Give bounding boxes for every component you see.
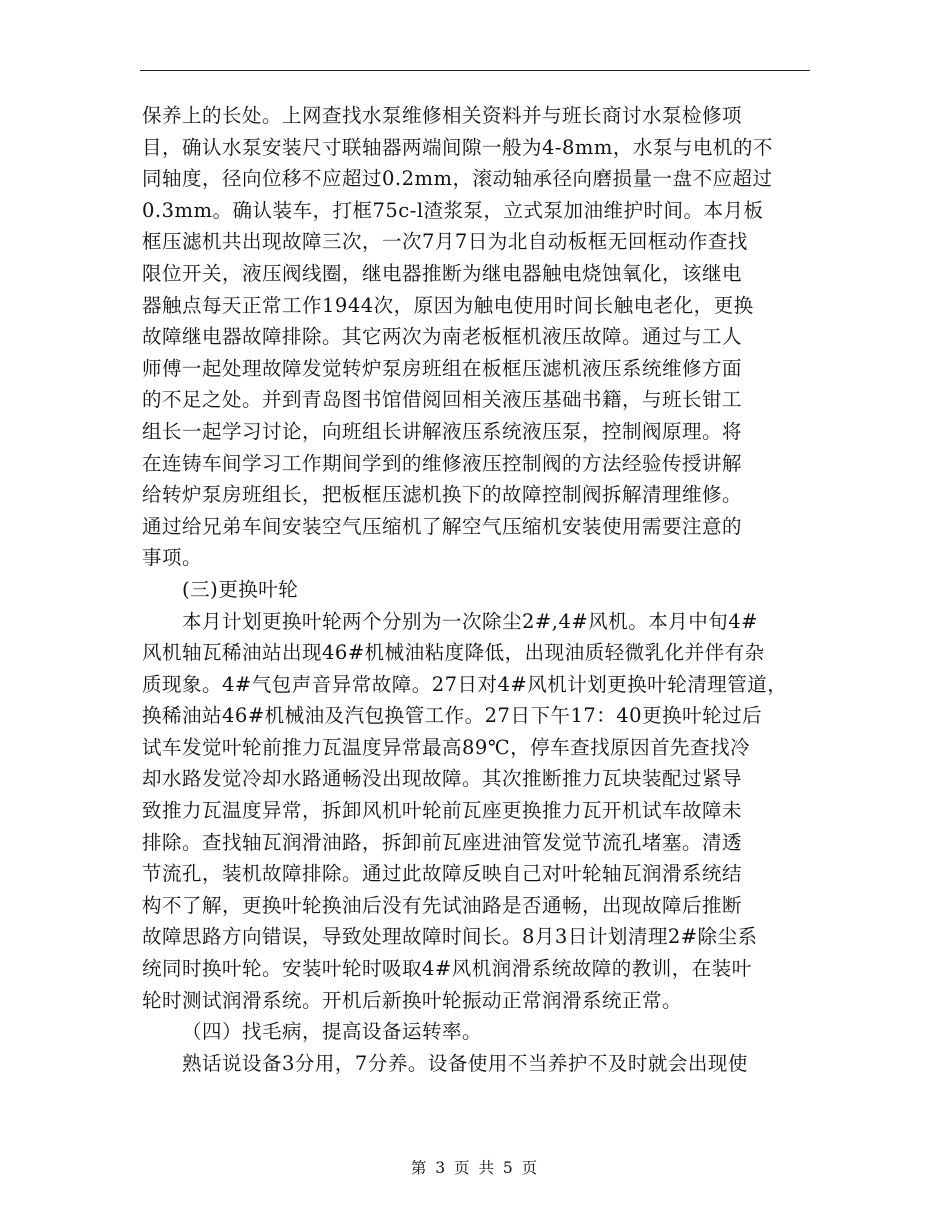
text-line: 同轴度，径向位移不应超过0.2mm，滚动轴承径向磨损量一盘不应超过 — [142, 167, 773, 191]
text-line: 致推力瓦温度异常，拆卸风机叶轮前瓦座更换推力瓦开机试车故障未 — [142, 799, 743, 823]
text-line: 节流孔，装机故障排除。通过此故障反映自己对叶轮轴瓦润滑系统结 — [142, 862, 743, 886]
text-line: 统同时换叶轮。安装叶轮时吸取4#风机润滑系统故障的教训，在装叶 — [142, 957, 752, 981]
text-line: （四）找毛病，提高设备运转率。 — [182, 1020, 483, 1044]
text-line: 在连铸车间学习工作期间学到的维修液压控制阀的方法经验传授讲解 — [142, 451, 743, 475]
document-body — [142, 100, 810, 1079]
text-line: 轮时测试润滑系统。开机后新换叶轮振动正常润滑系统正常。 — [142, 988, 683, 1012]
text-line: (三)更换叶轮 — [182, 577, 299, 601]
text-line: 事项。 — [142, 546, 203, 570]
text-line: 试车发觉叶轮前推力瓦温度异常最高89℃，停车查找原因首先查找冷 — [142, 735, 751, 759]
text-line: 师傅一起处理故障发觉转炉泵房班组在板框压滤机液压系统维修方面 — [142, 356, 743, 380]
text-line: 故障思路方向错误，导致处理故障时间长。8月3日计划清理2#除尘系 — [142, 925, 758, 949]
text-line: 目，确认水泵安装尺寸联轴器两端间隙一般为4-8mm，水泵与电机的不 — [142, 135, 773, 159]
text-line: 0.3mm。确认装车，打框75c-l渣浆泵，立式泵加油维护时间。本月板 — [142, 198, 764, 222]
text-line: 保养上的长处。上网查找水泵维修相关资料并与班长商讨水泵检修项 — [142, 104, 743, 127]
text-line: 熟话说设备3分用，7分养。设备使用不当养护不及时就会出现使 — [182, 1051, 748, 1075]
text-line: 排除。查找轴瓦润滑油路，拆卸前瓦座进油管发觉节流孔堵塞。清透 — [142, 830, 743, 854]
text-line: 风机轴瓦稀油站出现46#机械油粘度降低，出现油质轻微乳化并伴有杂 — [142, 641, 765, 665]
text-line: 给转炉泵房班组长，把板框压滤机换下的故障控制阀拆解清理维修。 — [142, 483, 743, 507]
text-line: 故障继电器故障排除。其它两次为南老板框机液压故障。通过与工人 — [142, 325, 743, 349]
text-line: 换稀油站46#机械油及汽包换管工作。27日下午17：40更换叶轮过后 — [142, 704, 763, 728]
text-line: 通过给兄弟车间安装空气压缩机了解空气压缩机安装使用需要注意的 — [142, 514, 743, 538]
page-footer: 第 3 页 共 5 页 — [410, 1159, 540, 1177]
text-line: 框压滤机共出现故障三次，一次7月7日为北自动板框无回框动作查找 — [142, 230, 748, 254]
text-line: 限位开关，液压阀线圈，继电器推断为继电器触电烧蚀氧化，该继电 — [142, 261, 743, 285]
text-line: 却水路发觉冷却水路通畅没出现故障。其次推断推力瓦块装配过紧导 — [142, 767, 743, 791]
text-line: 组长一起学习讨论，向班组长讲解液压系统液压泵，控制阀原理。将 — [142, 419, 743, 443]
header-rule — [140, 70, 810, 71]
text-line: 本月计划更换叶轮两个分别为一次除尘2#,4#风机。本月中旬4# — [182, 609, 758, 633]
text-line: 构不了解，更换叶轮换油后没有先试油路是否通畅，出现故障后推断 — [142, 893, 743, 917]
text-line: 器触点每天正常工作1944次，原因为触电使用时间长触电老化，更换 — [142, 293, 754, 317]
text-line: 的不足之处。并到青岛图书馆借阅回相关液压基础书籍，与班长钳工 — [142, 388, 743, 412]
text-line: 质现象。4#气包声音异常故障。27日对4#风机计划更换叶轮清理管道， — [142, 672, 788, 696]
